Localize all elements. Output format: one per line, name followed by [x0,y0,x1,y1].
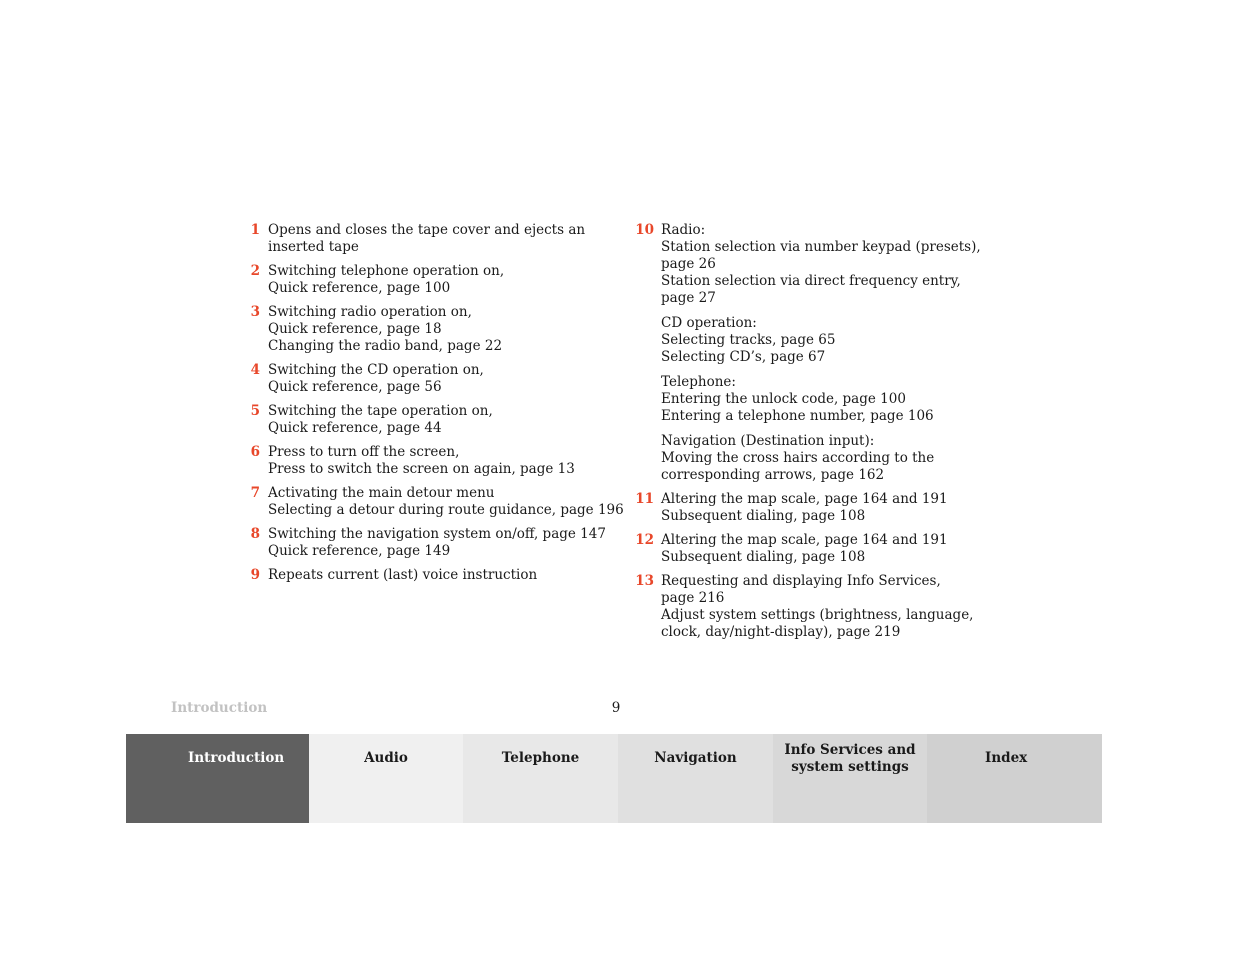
item-number: 11 [635,491,654,507]
page-reference: Quick reference, page 18 [268,321,442,337]
tab-label: Info Services and [784,742,916,758]
block-heading: CD operation: [661,315,757,331]
page-reference: clock, day/night-display), page 219 [661,624,901,640]
item-text: Repeats current (last) voice instruction [268,567,538,583]
page-reference: Selecting CD’s, page 67 [661,349,826,365]
item-number: 12 [635,532,654,548]
item-number: 10 [635,222,654,238]
navigation-block [661,433,992,484]
page-reference: Quick reference, page 56 [268,379,442,395]
tab-label: system settings [791,759,909,775]
item-number: 4 [250,362,260,378]
item-text: Adjust system settings (brightness, language, [661,607,974,623]
item-text: Moving the cross hairs according to the [661,450,935,466]
page-reference: Selecting a detour during route guidance, page 196 [268,502,624,518]
page-reference: Altering the map scale, page 164 and 191 [661,491,948,507]
item-text: Switching radio operation on, [268,304,472,320]
telephone-block [661,374,992,425]
right-column [632,222,992,648]
page-reference: Press to switch the screen on again, page 13 [268,461,575,477]
list-item [244,403,614,437]
item-text: Station selection via number keypad (presets), [661,239,981,255]
page-reference: page 216 [661,590,725,606]
tab-telephone[interactable] [463,734,618,823]
tab-label: Telephone [501,750,580,766]
item-text: Station selection via direct frequency entry, [661,273,961,289]
list-item [244,444,614,478]
block-heading: Navigation (Destination input): [661,433,875,449]
list-item [244,263,614,297]
list-item [632,491,992,525]
page-reference: Entering the unlock code, page 100 [661,391,906,407]
tab-audio[interactable] [309,734,463,823]
item-number: 5 [250,403,260,419]
list-item [244,485,624,519]
item-text: Switching the tape operation on, [268,403,493,419]
item-text: Requesting and displaying Info Services, [661,573,941,589]
item-number: 8 [250,526,260,542]
tab-introduction[interactable] [126,734,309,823]
item-text: Opens and closes the tape cover and ejects an [268,222,586,238]
tab-label: Navigation [654,750,737,766]
page-reference: Entering a telephone number, page 106 [661,408,934,424]
radio-block [661,222,992,307]
tab-info-services[interactable] [773,734,927,823]
block-heading: Telephone: [661,374,736,390]
block-heading: Radio: [661,222,706,238]
page-reference: Selecting tracks, page 65 [661,332,836,348]
page-reference: Quick reference, page 100 [268,280,451,296]
list-item [632,222,992,484]
page-reference: Subsequent dialing, page 108 [661,508,866,524]
page-number: 9 [611,700,621,716]
tab-label: Audio [364,750,408,766]
section-label: Introduction [171,700,268,716]
page-reference: Quick reference, page 149 [268,543,451,559]
item-number: 1 [250,222,260,238]
page-reference: corresponding arrows, page 162 [661,467,885,483]
cd-block [661,315,992,366]
tab-label: Index [985,750,1028,766]
left-column [244,222,624,591]
item-number: 13 [635,573,654,589]
item-text: Switching telephone operation on, [268,263,505,279]
list-item [244,362,614,396]
list-item [244,304,614,355]
list-item [632,532,992,566]
page-reference: Quick reference, page 44 [268,420,442,436]
list-item [244,526,614,560]
tab-index[interactable] [927,734,1102,823]
item-text: Press to turn off the screen, [268,444,460,460]
item-text: Activating the main detour menu [268,485,495,501]
item-text: Switching the navigation system on/off, page 147 [268,526,606,542]
item-text: Switching the CD operation on, [268,362,484,378]
list-item [632,573,992,641]
tab-navigation[interactable] [618,734,773,823]
page-reference: page 27 [661,290,716,306]
item-number: 6 [250,444,260,460]
item-number: 9 [250,567,260,583]
item-number: 2 [250,263,260,279]
list-item [244,567,614,584]
item-number: 7 [250,485,260,501]
page-reference: Subsequent dialing, page 108 [661,549,866,565]
page-reference: Altering the map scale, page 164 and 191 [661,532,948,548]
section-tab-bar [126,734,1102,823]
item-number: 3 [250,304,260,320]
page-reference: page 26 [661,256,716,272]
item-text: inserted tape [268,239,359,255]
list-item [244,222,614,256]
page-reference: Changing the radio band, page 22 [268,338,503,354]
tab-label: Introduction [188,750,285,766]
